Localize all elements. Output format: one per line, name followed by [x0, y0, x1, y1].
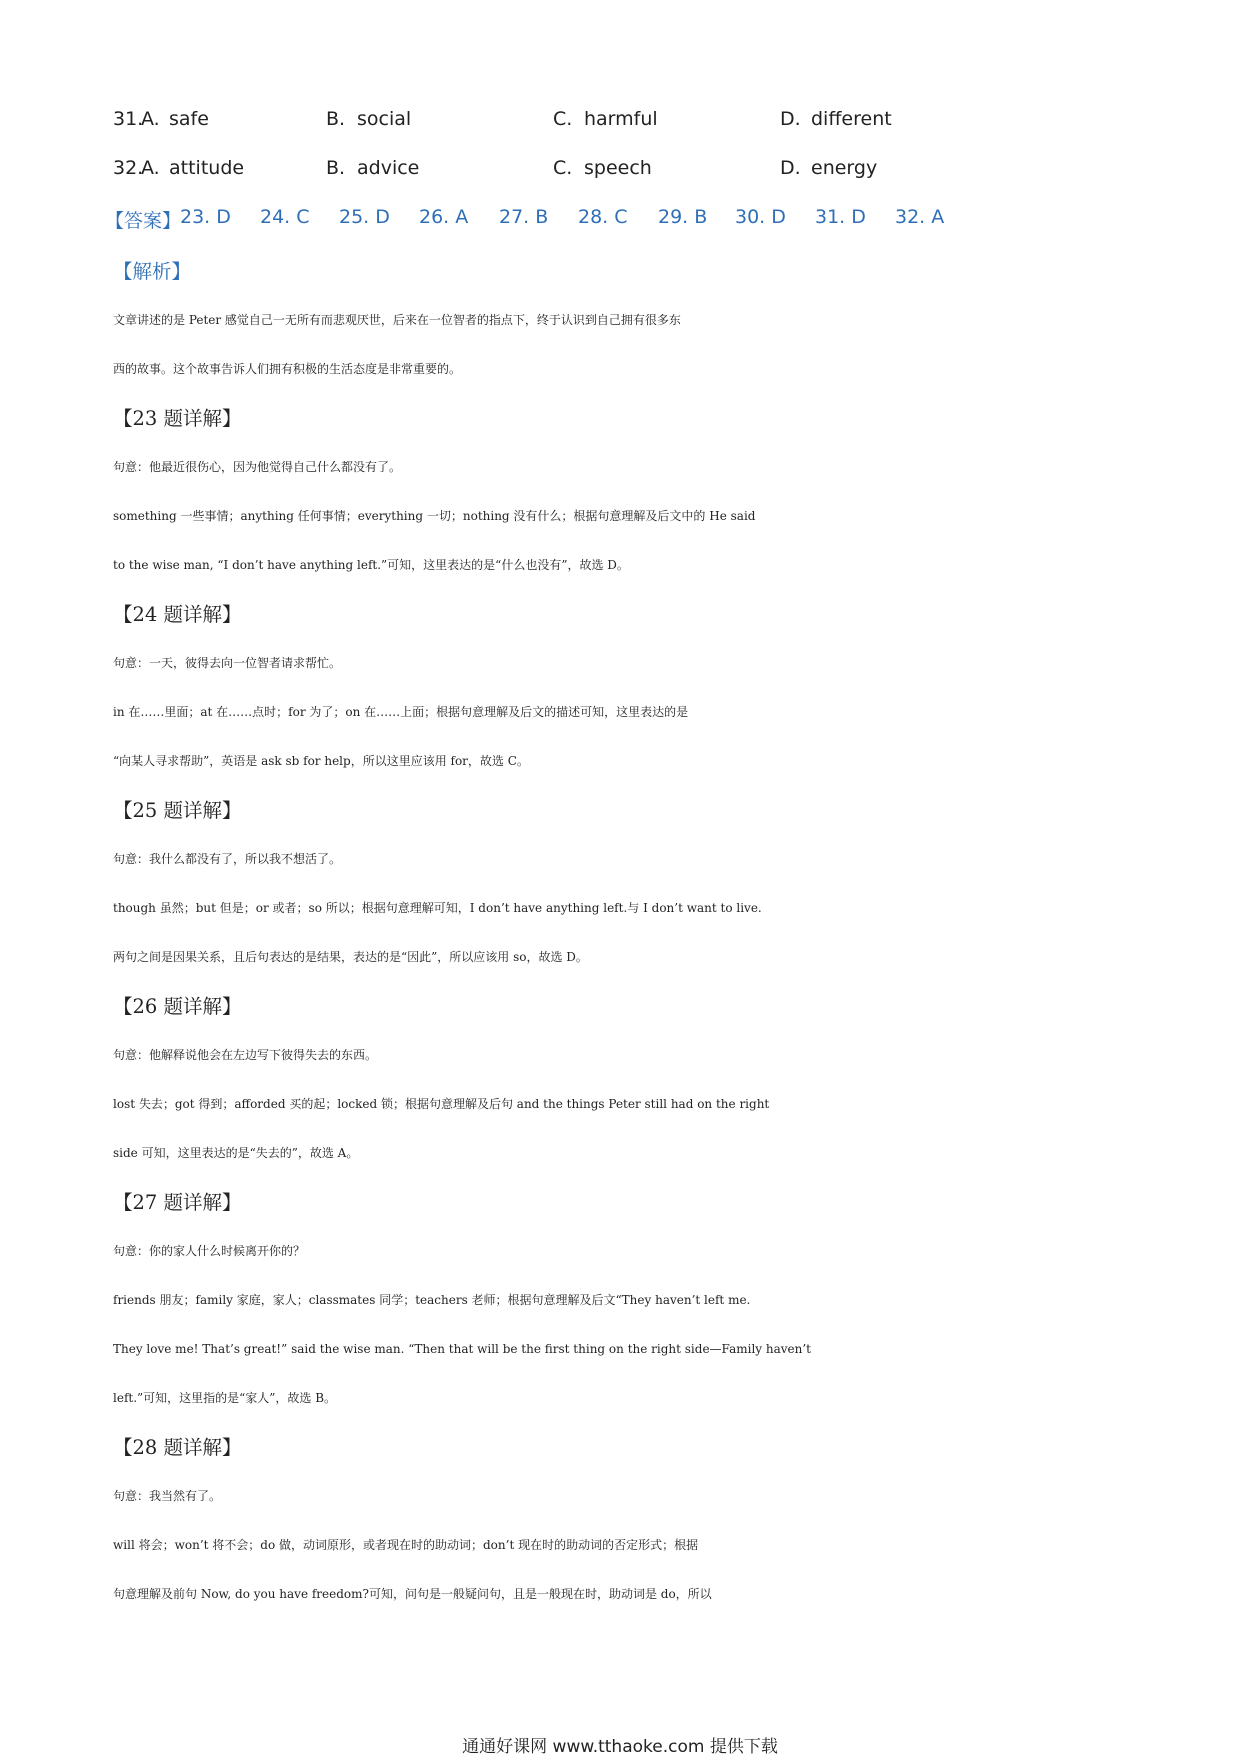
question-32-options [113, 149, 1133, 198]
answer-item: 23. D [180, 206, 231, 228]
explanation-line: something 一些事情；anything 任何事情；everything 一切；nothing 没有什么；根据句意理解及后文中的 He said [113, 509, 756, 523]
explanation-line: “向某人寻求帮助”，英语是 ask sb for help，所以这里应该用 for，故选 C。 [113, 754, 529, 768]
option-text: attitude [169, 157, 245, 179]
answer-item: 32. A [895, 206, 945, 228]
option-letter: A. [141, 157, 160, 179]
document-page [105, 100, 1133, 1619]
explanation-line: in 在……里面；at 在……点时；for 为了；on 在……上面；根据句意理解及后文的描述可知，这里表达的是 [113, 705, 689, 719]
explanation-line: 句意理解及前句 Now, do you have freedom?可知，问句是一般疑问句，且是一般现在时，助动词是 do，所以 [113, 1587, 712, 1601]
explanation-line: left.”可知，这里指的是“家人”，故选 B。 [113, 1391, 337, 1405]
explanation-line: side 可知，这里表达的是“失去的”，故选 A。 [113, 1146, 359, 1160]
answer-key [105, 198, 1133, 247]
question-number: 31. [113, 108, 144, 130]
answer-item: 29. B [658, 206, 708, 228]
explanation-line: lost 失去；got 得到；afforded 买的起；locked 锁；根据句意理解及后句 and the things Peter still had on the right [113, 1097, 770, 1111]
question-31-options [113, 100, 1133, 149]
option-letter: B. [326, 157, 346, 179]
sentence-meaning: 句意：我当然有了。 [113, 1489, 222, 1503]
explanation-line: to the wise man, “I don’t have anything left.”可知，这里表达的是“什么也没有”，故选 D。 [113, 558, 629, 572]
option-letter: B. [326, 108, 346, 130]
option-text: energy [811, 157, 878, 179]
section-title: 【25 题详解】 [113, 799, 242, 822]
option-text: different [811, 108, 892, 130]
option-letter: D. [780, 108, 801, 130]
answer-label: 【答案】 [105, 210, 182, 232]
answer-item: 24. C [260, 206, 310, 228]
explanation-line: They love me! That’s great!” said the wise man. “Then that will be the first thing on the right side—Family haven’t [113, 1342, 811, 1356]
section-title: 【26 题详解】 [113, 995, 242, 1018]
question-number: 32. [113, 157, 144, 179]
explanation-line: 两句之间是因果关系，且后句表达的是结果，表达的是“因此”，所以应该用 so，故选 D。 [113, 950, 588, 964]
option-text: advice [357, 157, 420, 179]
option-text: safe [169, 108, 209, 130]
option-text: speech [584, 157, 652, 179]
answer-item: 31. D [815, 206, 866, 228]
explanation-line: friends 朋友；family 家庭，家人；classmates 同学；teachers 老师；根据句意理解及后文“They haven’t left me. [113, 1293, 751, 1307]
answer-item: 25. D [339, 206, 390, 228]
summary-line: 西的故事。这个故事告诉人们拥有积极的生活态度是非常重要的。 [113, 362, 462, 376]
section-title: 【23 题详解】 [113, 407, 242, 430]
option-letter: C. [553, 157, 573, 179]
explanation-line: will 将会；won’t 将不会；do 做，动词原形，或者现在时的助动词；don’t 现在时的助动词的否定形式；根据 [113, 1538, 699, 1552]
analysis-label: 【解析】 [113, 260, 192, 283]
option-text: social [357, 108, 412, 130]
sentence-meaning: 句意：他最近很伤心，因为他觉得自己什么都没有了。 [113, 460, 402, 474]
page-footer: 通通好课网 www.tthaoke.com 提供下载 [462, 1737, 778, 1757]
answer-item: 28. C [578, 206, 628, 228]
section-title: 【24 题详解】 [113, 603, 242, 626]
answer-item: 27. B [499, 206, 549, 228]
summary-line: 文章讲述的是 Peter 感觉自己一无所有而悲观厌世，后来在一位智者的指点下，终于认识到自己拥有很多东 [113, 313, 681, 327]
answer-item: 26. A [419, 206, 469, 228]
sentence-meaning: 句意：我什么都没有了，所以我不想活了。 [113, 852, 342, 866]
option-letter: C. [553, 108, 573, 130]
option-letter: D. [780, 157, 801, 179]
sentence-meaning: 句意：他解释说他会在左边写下彼得失去的东西。 [113, 1048, 378, 1062]
section-title: 【28 题详解】 [113, 1436, 242, 1459]
section-title: 【27 题详解】 [113, 1191, 242, 1214]
answer-item: 30. D [735, 206, 786, 228]
sentence-meaning: 句意：你的家人什么时候离开你的？ [113, 1244, 306, 1258]
sentence-meaning: 句意：一天，彼得去向一位智者请求帮忙。 [113, 656, 342, 670]
option-letter: A. [141, 108, 160, 130]
explanation-line: though 虽然；but 但是；or 或者；so 所以；根据句意理解可知，I don’t have anything left.与 I don’t want to live. [113, 901, 762, 915]
option-text: harmful [584, 108, 658, 130]
